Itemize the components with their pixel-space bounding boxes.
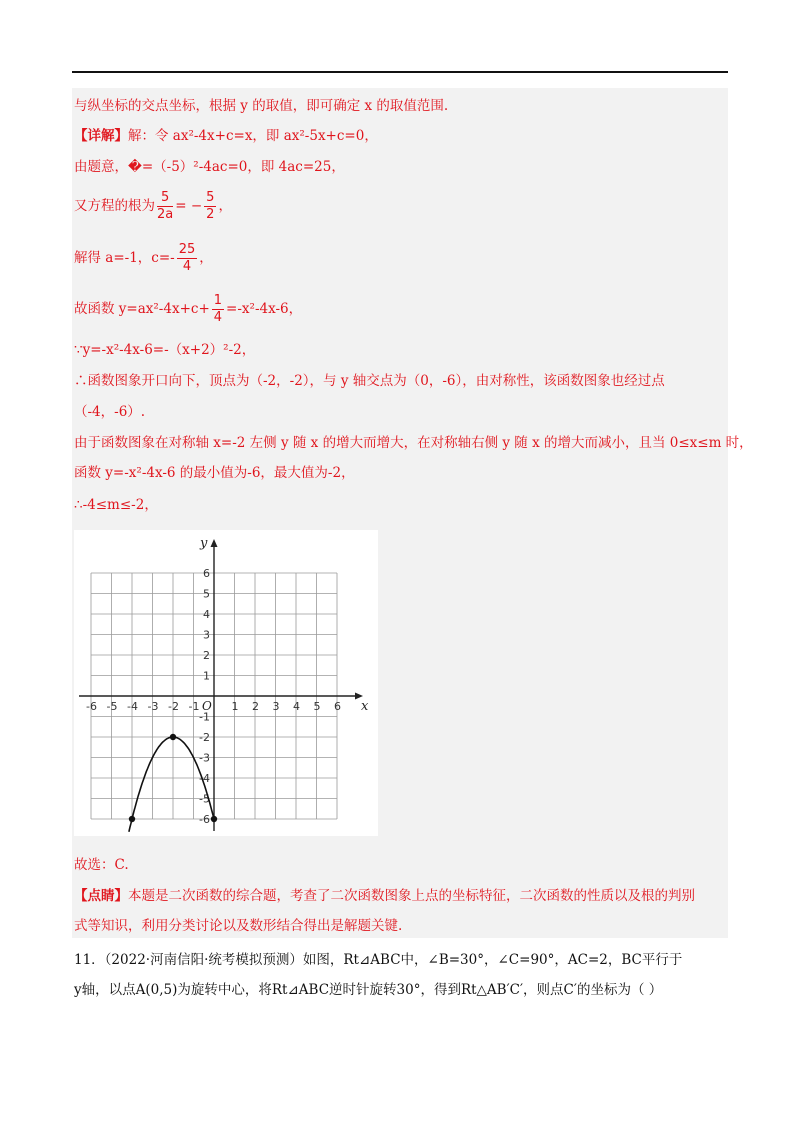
solution-line-6 xyxy=(74,291,302,327)
key-point xyxy=(170,734,176,740)
x-tick-label: 2 xyxy=(252,700,259,713)
solution-line-3: 由题意，�=（-5）²-4ac=0，即 4ac=25， xyxy=(74,159,345,175)
x-tick-label: -2 xyxy=(168,700,179,713)
solution-line-12: ∴-4≤m≤-2， xyxy=(74,497,158,513)
solution-line-2 xyxy=(74,127,378,145)
y-tick-label: -5 xyxy=(199,792,210,806)
y-axis-arrow xyxy=(211,539,218,547)
solution-line-5 xyxy=(74,240,213,276)
frac2-denominator: 2 xyxy=(206,207,215,222)
y-tick-label: 3 xyxy=(203,628,210,642)
y-tick-label: -4 xyxy=(199,772,210,785)
question-11-line-2: y轴，以点A(0,5)为旋转中心，将Rt⊿ABC逆时针旋转30°，得到Rt△AB′C′，则点C′的坐标为（ ） xyxy=(74,982,663,998)
x-tick-label: 1 xyxy=(231,700,239,713)
x-tick-label: -1 xyxy=(188,700,200,713)
parabola-plot xyxy=(74,530,378,836)
frac4-denominator: 4 xyxy=(213,310,223,325)
question-11-line-1: 11．（2022·河南信阳·统考模拟预测）如图，Rt⊿ABC中，∠B=30°，∠C=90°，AC=2，BC平行于 xyxy=(74,952,683,968)
frac3-denominator: 4 xyxy=(182,259,192,274)
fraction-5-over-2a xyxy=(157,190,173,223)
y-tick-label: -6 xyxy=(199,813,210,826)
answer-line: 故选：C. xyxy=(74,857,129,873)
fraction-1-over-4 xyxy=(212,293,224,326)
header-rule xyxy=(72,71,728,73)
y-tick-label: 2 xyxy=(203,649,210,662)
x-axis-label: x xyxy=(361,699,369,714)
line4-prefix: 又方程的根为 xyxy=(74,198,155,214)
x-tick-label: 5 xyxy=(313,700,321,713)
solution-line-10: 由于函数图象在对称轴 x=-2 左侧 y 随 x 的增大而增大，在对称轴右侧 y 随 x 的增大而减小，且当 0≤x≤m 时， xyxy=(74,435,753,451)
line4-suffix: ， xyxy=(218,198,232,214)
line4-mid: = − xyxy=(175,198,203,214)
frac1-denominator: 2a xyxy=(157,207,174,222)
x-tick-label: -5 xyxy=(106,700,118,713)
solution-line-4 xyxy=(74,188,232,224)
solution-line-11: 函数 y=-x²-4x-6 的最小值为-6，最大值为-2， xyxy=(74,465,355,481)
y-axis-label: y xyxy=(200,536,208,551)
y-tick-label: -1 xyxy=(199,710,210,724)
frac3-numerator: 25 xyxy=(178,242,196,257)
origin-label: O xyxy=(202,699,212,713)
y-tick-label: 5 xyxy=(203,587,210,601)
detail-tag: 【详解】 xyxy=(74,128,128,144)
line6-prefix: 故函数 y=ax²-4x+c+ xyxy=(74,301,210,317)
x-tick-label: 6 xyxy=(334,700,341,713)
frac4-numerator: 1 xyxy=(213,293,223,308)
solution-line-7: ∵y=-x²-4x-6=-（x+2）²-2， xyxy=(74,342,256,358)
y-tick-label: 1 xyxy=(203,669,210,683)
solution-line-9: （-4，-6）. xyxy=(74,404,146,420)
x-tick-label: 3 xyxy=(272,700,280,713)
key-point xyxy=(129,816,135,822)
comment-line-2: 式等知识，利用分类讨论以及数形结合得出是解题关键. xyxy=(74,918,403,934)
comment-tag: 【点睛】 xyxy=(74,888,128,904)
y-tick-label: -3 xyxy=(199,751,210,765)
frac2-numerator: 5 xyxy=(206,190,215,205)
fraction-25-over-4 xyxy=(177,242,198,275)
line5-suffix: ， xyxy=(199,250,213,266)
parabola-graph xyxy=(74,530,378,836)
comment-line-1 xyxy=(74,887,695,905)
solution-line-8: ∴函数图象开口向下，顶点为（-2，-2），与 y 轴交点为（0，-6），由对称性，该函数图象也经过点 xyxy=(74,373,665,389)
y-tick-label: 6 xyxy=(203,567,210,580)
x-tick-label: -6 xyxy=(86,700,97,713)
x-tick-label: -4 xyxy=(127,700,138,713)
solution-line-1: 与纵坐标的交点坐标，根据 y 的取值，即可确定 x 的取值范围. xyxy=(74,98,449,114)
detail-text: 解：令 ax²-4x+c=x，即 ax²-5x+c=0， xyxy=(128,128,378,144)
x-tick-label: 4 xyxy=(293,700,300,713)
y-tick-label: 4 xyxy=(203,608,210,621)
key-point xyxy=(211,816,217,822)
x-tick-label: -3 xyxy=(147,700,159,713)
line5-prefix: 解得 a=-1，c=- xyxy=(74,250,175,266)
frac1-numerator: 5 xyxy=(157,190,173,207)
line6-suffix: =-x²-4x-6， xyxy=(226,301,303,317)
fraction-5-over-2 xyxy=(204,190,216,223)
y-tick-label: -2 xyxy=(199,731,210,744)
comment-text-1: 本题是二次函数的综合题，考查了二次函数图象上点的坐标特征，二次函数的性质以及根的判别 xyxy=(128,888,695,904)
